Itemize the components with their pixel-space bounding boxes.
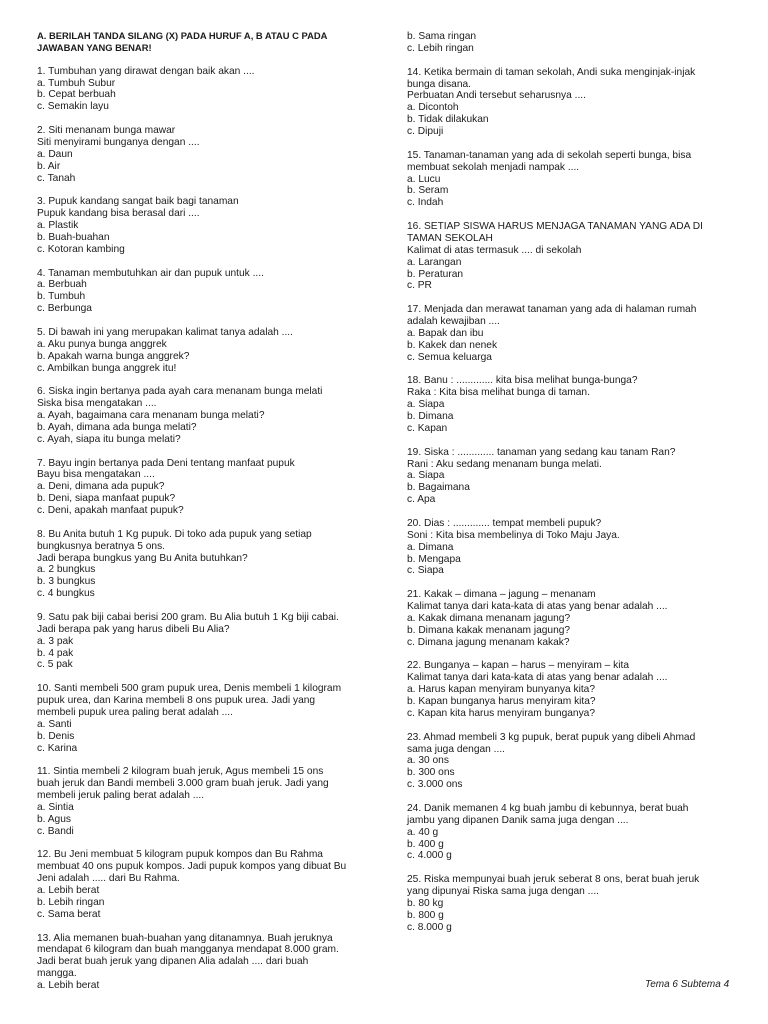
question-text: 7. Bayu ingin bertanya pada Deni tentang manfaat pupuk: [37, 457, 295, 469]
answer-option: b. Kakek dan nenek: [407, 339, 498, 351]
question-text: Siska bisa mengatakan ....: [37, 398, 157, 410]
answer-option: b. Kapan bunganya harus menyiram kita?: [407, 696, 596, 707]
question-block-4: [37, 268, 392, 316]
question-text: 18. Banu : ............. kita bisa melihat bunga-bunga?: [407, 375, 638, 387]
answer-option: b. Peraturan: [407, 268, 464, 280]
question-text: Kalimat tanya dari kata-kata di atas yang benar adalah ....: [407, 601, 668, 612]
question-text: jambu yang dipanen Danik sama juga dengan ....: [407, 814, 629, 826]
answer-option: b. 300 ons: [407, 767, 455, 779]
question-text: membuat sekolah menjadi nampak ....: [407, 161, 580, 173]
question-text: 13. Alia memanen buah-buahan yang ditanamnya. Buah jeruknya: [37, 932, 333, 944]
answer-option: b. Denis: [37, 730, 75, 742]
answer-option: a. Ayah, bagaimana cara menanam bunga melati?: [37, 410, 265, 421]
question-text: 16. SETIAP SISWA HARUS MENJAGA TANAMAN YANG ADA DI: [407, 221, 703, 232]
question-text: 9. Satu pak biji cabai berisi 200 gram. Bu Alia butuh 1 Kg biji cabai.: [37, 611, 339, 623]
answer-option: a. Harus kapan menyiram bunyanya kita?: [407, 684, 596, 696]
answer-option: c. Ambilkan bunga anggrek itu!: [37, 362, 177, 374]
question-block-8: [37, 529, 392, 600]
question-block-14: [407, 67, 752, 138]
question-block-22: [407, 660, 752, 719]
question-block-24: [407, 803, 752, 862]
answer-option: a. Siapa: [407, 470, 445, 482]
question-text: 5. Di bawah ini yang merupakan kalimat tanya adalah ....: [37, 326, 293, 338]
question-block-2: [37, 125, 392, 184]
question-block-25: [407, 874, 752, 933]
question-text: Jadi berapa bungkus yang Bu Anita butuhkan?: [37, 552, 248, 564]
question-text: 19. Siska : ............. tanaman yang sedang kau tanam Ran?: [407, 446, 676, 458]
answer-option: b. Ayah, dimana ada bunga melati?: [37, 421, 197, 433]
question-text: bungkusnya beratnya 5 ons.: [37, 540, 166, 552]
answer-option: b. Agus: [37, 813, 71, 825]
answer-option: a. Dicontoh: [407, 102, 459, 114]
answer-option: a. Berbuah: [37, 279, 87, 291]
answer-option: b. 4 pak: [37, 647, 74, 659]
answer-option: b. Tidak dilakukan: [407, 114, 489, 126]
question-text: 17. Menjada dan merawat tanaman yang ada di halaman rumah: [407, 304, 697, 316]
question-block-19: [407, 447, 752, 506]
answer-option: c. Semua keluarga: [407, 351, 492, 363]
question-text: 20. Dias : ............. tempat membeli pupuk?: [407, 517, 602, 529]
question-text: Siti menyirami bunganya dengan ....: [37, 136, 200, 148]
answer-option: b. Cepat berbuah: [37, 89, 116, 101]
question-text: Raka : Kita bisa melihat bunga di taman.: [407, 387, 590, 399]
answer-option: a. Siapa: [407, 399, 445, 411]
question-text: 10. Santi membeli 500 gram pupuk urea, Denis membeli 1 kilogram: [37, 683, 342, 695]
answer-option: b. Buah-buahan: [37, 231, 110, 243]
answer-option: b. Seram: [407, 185, 449, 197]
question-text: 14. Ketika bermain di taman sekolah, Andi suka menginjak-injak: [407, 66, 696, 78]
heading-line: A. BERILAH TANDA SILANG (X) PADA HURUF A, B ATAU C PADA: [37, 30, 328, 41]
answer-option: b. Dimana kakak menanam jagung?: [407, 624, 571, 636]
section-heading: [37, 30, 392, 54]
answer-option: c. 3.000 ons: [407, 779, 463, 791]
answer-option: c. Ayah, siapa itu bunga melati?: [37, 433, 181, 445]
answer-option: a. Aku punya bunga anggrek: [37, 338, 167, 350]
question-text: 15. Tanaman-tanaman yang ada di sekolah seperti bunga, bisa: [407, 149, 692, 161]
question-text: yang dipunyai Riska sama juga dengan ....: [407, 886, 599, 897]
question-text: pupuk urea, dan Karina membeli 8 ons pupuk urea. Jadi yang: [37, 695, 316, 706]
question-block-18: [407, 375, 752, 434]
answer-option: c. Karina: [37, 742, 78, 754]
answer-option: b. 400 g: [407, 838, 444, 850]
question-block-1: [37, 66, 392, 114]
answer-option: c. 5 pak: [37, 659, 73, 671]
answer-option: c. Lebih ringan: [407, 42, 474, 54]
answer-option: c. Apa: [407, 494, 436, 506]
answer-option: c. Dipuji: [407, 126, 444, 137]
answer-option: b. Air: [37, 160, 61, 172]
question-block-13: [37, 933, 392, 992]
answer-option: c. Bandi: [37, 825, 74, 837]
question-text: 23. Ahmad membeli 3 kg pupuk, berat pupuk yang dibeli Ahmad: [407, 731, 696, 743]
question-block-15: [407, 150, 752, 209]
question-text: buah jeruk dan Bandi membeli 3.000 gram buah jeruk. Jadi yang: [37, 778, 329, 790]
question-block-9: [37, 612, 392, 671]
answer-option: b. 3 bungkus: [37, 576, 96, 588]
question-block-12: [37, 849, 392, 920]
question-block-21: [407, 589, 752, 648]
answer-option: c. Kapan: [407, 422, 448, 434]
answer-option: c. Semakin layu: [37, 101, 109, 113]
answer-option: b. Sama ringan: [407, 31, 477, 42]
question-text: Jadi berat buah jeruk yang dipanen Alia adalah .... dari buah: [37, 956, 309, 968]
question-text: Rani : Aku sedang menanam bunga melati.: [407, 458, 602, 470]
question-text: 1. Tumbuhan yang dirawat dengan baik akan ....: [37, 65, 255, 77]
question-text: 24. Danik memanen 4 kg buah jambu di kebunnya, berat buah: [407, 802, 689, 814]
answer-option: b. 80 kg: [407, 897, 444, 909]
question-block-10: [37, 683, 392, 754]
question-text: sama juga dengan ....: [407, 743, 505, 755]
question-text: 12. Bu Jeni membuat 5 kilogram pupuk kompos dan Bu Rahma: [37, 849, 323, 861]
answer-option: a. Deni, dimana ada pupuk?: [37, 481, 165, 493]
answer-option: a. Larangan: [407, 256, 462, 268]
answer-option: c. 4 bungkus: [37, 588, 95, 600]
question-text: membeli pupuk urea paling berat adalah ....: [37, 706, 233, 718]
question-text: membeli jeruk paling berat adalah ....: [37, 790, 205, 801]
question-text: Perbuatan Andi tersebut seharusnya ....: [407, 90, 586, 102]
question-text: 3. Pupuk kandang sangat baik bagi tanaman: [37, 196, 239, 208]
question-text: membuat 40 ons pupuk kompos. Jadi pupuk kompos yang dibuat Bu: [37, 861, 347, 873]
question-block-6: [37, 386, 392, 445]
answer-option: b. Deni, siapa manfaat pupuk?: [37, 493, 176, 505]
answer-option: a. Lebih berat: [37, 980, 100, 991]
heading-line: JAWABAN YANG BENAR!: [37, 41, 152, 53]
answer-option: b. Bagaimana: [407, 482, 470, 494]
question-block-11: [37, 766, 392, 837]
question-text: Kalimat tanya dari kata-kata di atas yang benar adalah ....: [407, 672, 668, 684]
answer-option: a. Daun: [37, 148, 73, 160]
answer-option: a. Sintia: [37, 801, 74, 813]
question-text: TAMAN SEKOLAH: [407, 232, 493, 244]
question-text: Soni : Kita bisa membelinya di Toko Maju Jaya.: [407, 529, 620, 541]
answer-option: b. Dimana: [407, 411, 454, 422]
answer-option: b. 800 g: [407, 909, 444, 921]
answer-option: a. Bapak dan ibu: [407, 327, 484, 339]
answer-option: a. Kakak dimana menanam jagung?: [407, 612, 571, 624]
answer-option: a. Santi: [37, 718, 72, 730]
question-text: 4. Tanaman membutuhkan air dan pupuk untuk ....: [37, 267, 264, 279]
question-text: Jadi berapa pak yang harus dibeli Bu Alia?: [37, 623, 230, 635]
question-block-20: [407, 518, 752, 577]
answer-option: b. Lebih ringan: [37, 896, 105, 908]
answer-option: a. 40 g: [407, 826, 439, 838]
left-column: [37, 30, 392, 992]
answer-option: c. Kotoran kambing: [37, 243, 125, 255]
answer-option: c. Kapan kita harus menyiram bunganya?: [407, 707, 596, 719]
answer-option: c. Tanah: [37, 172, 76, 184]
question-text: Pupuk kandang bisa berasal dari ....: [37, 208, 200, 220]
question-text: 2. Siti menanam bunga mawar: [37, 125, 176, 136]
answer-option: c. Indah: [407, 197, 444, 209]
answer-option: a. 3 pak: [37, 635, 74, 647]
answer-option: c. 4.000 g: [407, 850, 452, 862]
answer-option: a. Lebih berat: [37, 885, 100, 896]
answer-option: a. Lucu: [407, 173, 441, 185]
question-text: 11. Sintia membeli 2 kilogram buah jeruk, Agus membeli 15 ons: [37, 766, 324, 778]
answer-option: b. Mengapa: [407, 553, 461, 565]
question-block-17: [407, 304, 752, 363]
question-text: 8. Bu Anita butuh 1 Kg pupuk. Di toko ada pupuk yang setiap: [37, 528, 312, 540]
question-text: 21. Kakak – dimana – jagung – menanam: [407, 589, 596, 601]
answer-option: a. Tumbuh Subur: [37, 77, 116, 89]
answer-option: c. 8.000 g: [407, 921, 452, 933]
question-block-7: [37, 458, 392, 517]
answer-option: b. Apakah warna bunga anggrek?: [37, 350, 190, 362]
answer-option: a. 2 bungkus: [37, 564, 96, 576]
answer-option: c. Berbunga: [37, 303, 92, 315]
answer-option: a. 30 ons: [407, 755, 449, 767]
answer-option: c. Deni, apakah manfaat pupuk?: [37, 505, 184, 516]
question-text: 25. Riska mempunyai buah jeruk seberat 8 ons, berat buah jeruk: [407, 874, 700, 886]
right-column: [407, 31, 752, 934]
question-text: Jeni adalah ..... dari Bu Rahma.: [37, 873, 180, 885]
answer-option: c. Dimana jagung menanam kakak?: [407, 636, 570, 648]
question-block-5: [37, 327, 392, 375]
question-block-16: [407, 221, 752, 292]
question-text: bunga disana.: [407, 78, 472, 90]
question-text: 6. Siska ingin bertanya pada ayah cara menanam bunga melati: [37, 386, 323, 398]
answer-option: b. Tumbuh: [37, 291, 86, 303]
question-text: adalah kewajiban ....: [407, 316, 500, 327]
question-text: mangga.: [37, 968, 77, 980]
answer-option: c. Siapa: [407, 565, 444, 577]
answer-option: a. Plastik: [37, 220, 79, 231]
question-block-13-continued: [407, 31, 752, 55]
answer-option: c. PR: [407, 280, 432, 292]
question-text: Bayu bisa mengatakan ....: [37, 469, 155, 481]
answer-option: a. Dimana: [407, 541, 454, 553]
question-text: 22. Bunganya – kapan – harus – menyiram – kita: [407, 660, 629, 672]
question-block-23: [407, 732, 752, 791]
question-text: mendapat 6 kilogram dan buah mangganya mendapat 8.000 gram.: [37, 944, 339, 956]
footer-theme-label: Tema 6 Subtema 4: [645, 979, 730, 990]
question-block-3: [37, 196, 392, 255]
question-text: Kalimat di atas termasuk .... di sekolah: [407, 244, 582, 256]
answer-option: c. Sama berat: [37, 908, 101, 920]
